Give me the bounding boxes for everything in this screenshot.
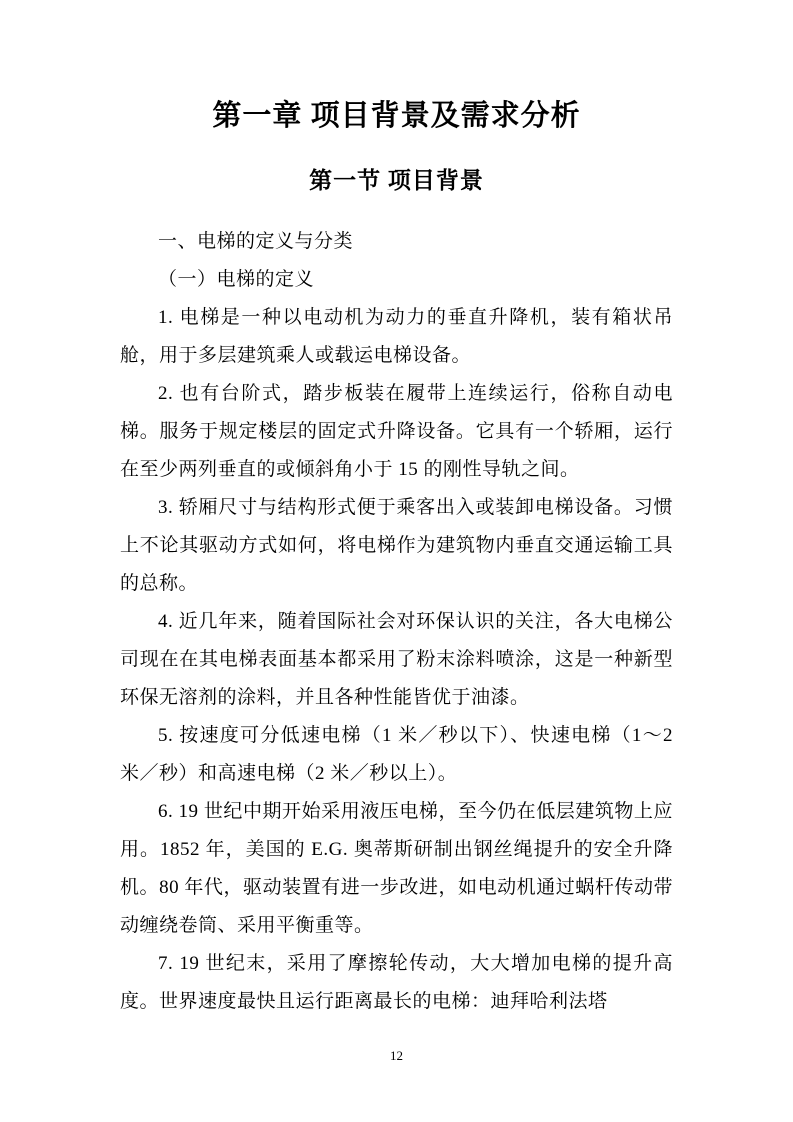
paragraph: 6. 19 世纪中期开始采用液压电梯，至今仍在低层建筑物上应用。1852 年，美国的 E.G. 奥蒂斯研制出钢丝绳提升的安全升降机。80 年代，驱动装置有进一步改进，如电动机通过蜗杆传动带动缠绕卷筒、采用平衡重等。 [120, 800, 673, 936]
paragraph: 4. 近几年来，随着国际社会对环保认识的关注，各大电梯公司现在在其电梯表面基本都采用了粉末涂料喷涂，这是一种新型环保无溶剂的涂料，并且各种性能皆优于油漆。 [120, 610, 673, 708]
paragraph: （一）电梯的定义 [158, 268, 315, 290]
paragraph: 3. 轿厢尺寸与结构形式便于乘客出入或装卸电梯设备。习惯上不论其驱动方式如何，将电梯作为建筑物内垂直交通运输工具的总称。 [120, 496, 673, 594]
paragraph: 1. 电梯是一种以电动机为动力的垂直升降机，装有箱状吊舱，用于多层建筑乘人或载运电梯设备。 [120, 306, 673, 366]
page-number: 12 [390, 1048, 403, 1063]
paragraph: 一、电梯的定义与分类 [158, 230, 354, 252]
paragraph: 2. 也有台阶式，踏步板装在履带上连续运行，俗称自动电梯。服务于规定楼层的固定式升降设备。它具有一个轿厢，运行在至少两列垂直的或倾斜角小于 15 的刚性导轨之间。 [120, 382, 673, 480]
chapter-title: 第一章 项目背景及需求分析 [212, 100, 581, 132]
body-text [120, 223, 673, 1021]
paragraph: 5. 按速度可分低速电梯（1 米／秒以下）、快速电梯（1～2 米／秒）和高速电梯（2 米／秒以上）。 [120, 724, 673, 784]
paragraph: 7. 19 世纪末，采用了摩擦轮传动，大大增加电梯的提升高度。世界速度最快且运行距离最长的电梯：迪拜哈利法塔 [120, 952, 673, 1012]
section-title: 第一节 项目背景 [309, 167, 484, 193]
